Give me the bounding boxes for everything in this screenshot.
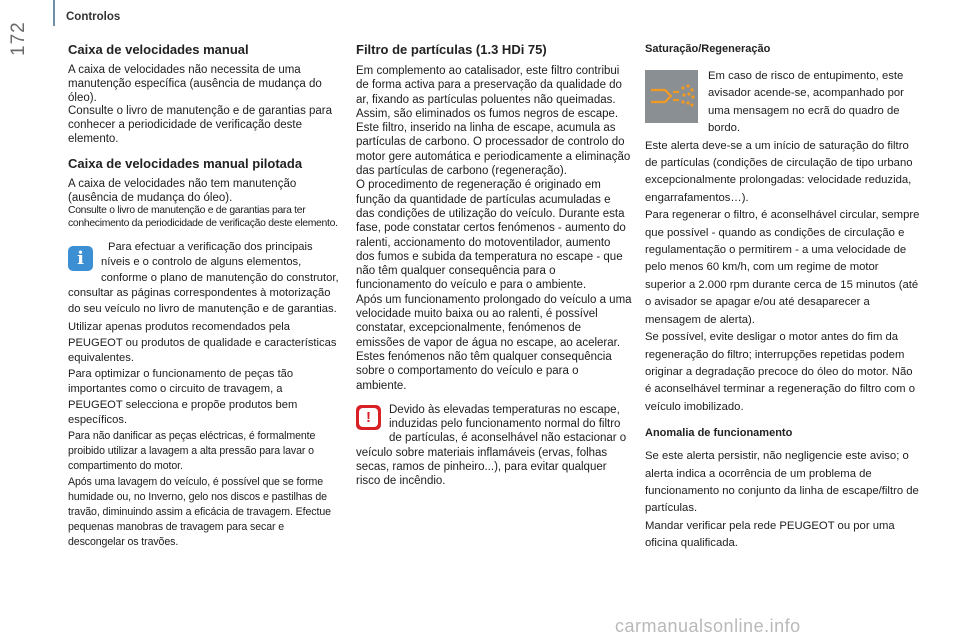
text-malfunction-p2: Mandar verificar pela rede PEUGEOT ou por uma oficina qualificada. (645, 519, 895, 550)
text-info-electrical: Para não danificar as peças eléctricas, é formalmente proibido utilizar a lavagem a alta pressão para lavar o compartimento do motor. (68, 429, 316, 473)
text-piloted-gearbox: A caixa de velocidades não tem manutenção (ausência de mudança do óleo). (68, 177, 297, 204)
text-saturation-p4: Se possível, evite desligar o motor antes do fim da regeneração do filtro; interrupções repetidas podem originar a degradação precoce do óleo do motor. Não é aconselhável terminar a regeneração do filtro com o veículo imobilizado. (645, 331, 916, 413)
text-filter-p3: O procedimento de regeneração é originado em função da quantidade de partículas acumuladas e das condições de utilização do veículo. Durante esta fase, pode constatar certos fenómenos - aumento do ralenti, accionamento do motoventilador, aumento dos fumos e subida da temperatura no escape - que não têm qualquer consequência para o funcionamento do veículo e para o ambiente. (356, 179, 626, 292)
text-saturation-p3: Para regenerar o filtro, é aconselhável circular, sempre que possível - quando as condições de circulação e regulamentação o permitirem - a uma velocidade de pelo menos 60 km/h, com um regime de motor superior a 2.000 rpm durante cerca de 15 minutos (até o avisador se apagar e/ou até desaparecer a mensagem de alerta). (645, 209, 920, 326)
page-number: 172 (8, 21, 29, 56)
text-warning-fire-risk: Devido às elevadas temperaturas no escape, induzidas pelo funcionamento normal do filtro de partículas, é aconselhável não estacionar o veículo sobre materiais inflamáveis (ervas, folhas secas, ramos de pinheiro...), para evitar qualquer risco de incêndio. (356, 403, 627, 488)
watermark: carmanualsonline.info (615, 616, 801, 636)
column-middle (356, 42, 632, 492)
info-icon: i (68, 246, 93, 271)
warning-icon: ! (356, 405, 381, 430)
heading-saturation: Saturação/Regeneração (645, 43, 771, 55)
text-saturation-p1: Em caso de risco de entupimento, este avisador acende-se, acompanhado por uma mensagem no ecrã do quadro de bordo. (708, 70, 904, 135)
text-piloted-gearbox-consult: Consulte o livro de manutenção e de garantias para ter conhecimento da periodicidade de verificação deste elemento. (68, 205, 338, 230)
text-info-washing: Após uma lavagem do veículo, é possível que se forme humidade ou, no Inverno, gelo nos discos e pastilhas de travão, diminuindo assim a eficácia de travagem. Efectue pequenas manobras de travagem para secar e descongelar os travões. (68, 475, 331, 549)
text-malfunction-p1: Se este alerta persistir, não negligencie este aviso; o alerta indica a ocorrência de um problema de funcionamento no conjunto da linha de escape/filtro de partículas. (645, 450, 919, 515)
text-filter-p2: Este filtro, inserido na linha de escape, acumula as partículas de carbono. O processador de controlo do motor gere automática e periodicamente a eliminação das partículas de carbono (regeneração). (356, 122, 631, 178)
text-manual-gearbox-consult: Consulte o livro de manutenção e de garantias para conhecer a periodicidade de verificação deste elemento. (68, 105, 333, 145)
text-manual-gearbox: A caixa de velocidades não necessita de uma manutenção específica (ausência de mudança do óleo). (68, 64, 322, 104)
text-filter-p1: Em complemento ao catalisador, este filtro contribui de forma activa para a preservação da qualidade do ar, fixando as partículas poluentes não queimadas. Assim, são eliminados os fumos negros de escape. (356, 65, 622, 120)
warning-note (356, 403, 632, 489)
text-saturation-p2: Este alerta deve-se a um início de saturação do filtro de partículas (condições de circulação de tipo urbano excepcionalmente prolongadas: velocidade reduzida, engarrafamentos…). (645, 139, 913, 204)
text-info-check: Para efectuar a verificação dos principais níveis e o controlo de alguns elementos, conforme o plano de manutenção do construtor, consultar as páginas correspondentes à motorização do seu veículo no livro de manutenção e de garantias. (68, 240, 339, 315)
column-right (645, 42, 920, 553)
info-note (68, 240, 340, 318)
column-left (68, 42, 340, 551)
heading-malfunction: Anomalia de funcionamento (645, 427, 793, 440)
text-info-braking: Para optimizar o funcionamento de peças tão importantes como o circuito de travagem, a PEUGEOT selecciona e propõe produtos bem específicos. (68, 367, 298, 427)
text-filter-p4: Após um funcionamento prolongado do veículo a uma velocidade muito baixa ou ao ralenti, é possível constatar, excepcionalmente, fenómenos de emissões de vapor de água no escape, ao acelerar. Estes fenómenos não têm qualquer consequência sobre o comportamento do veículo e para o ambiente. (356, 293, 632, 392)
section-title: Controlos (66, 11, 121, 23)
heading-manual-gearbox: Caixa de velocidades manual (68, 42, 249, 57)
particle-filter-warning-icon (645, 70, 698, 123)
text-info-products: Utilizar apenas produtos recomendados pela PEUGEOT ou produtos de qualidade e características equivalentes. (68, 321, 337, 365)
header-accent-bar (53, 0, 55, 26)
heading-particle-filter: Filtro de partículas (1.3 HDi 75) (356, 42, 547, 57)
heading-piloted-gearbox: Caixa de velocidades manual pilotada (68, 155, 303, 171)
